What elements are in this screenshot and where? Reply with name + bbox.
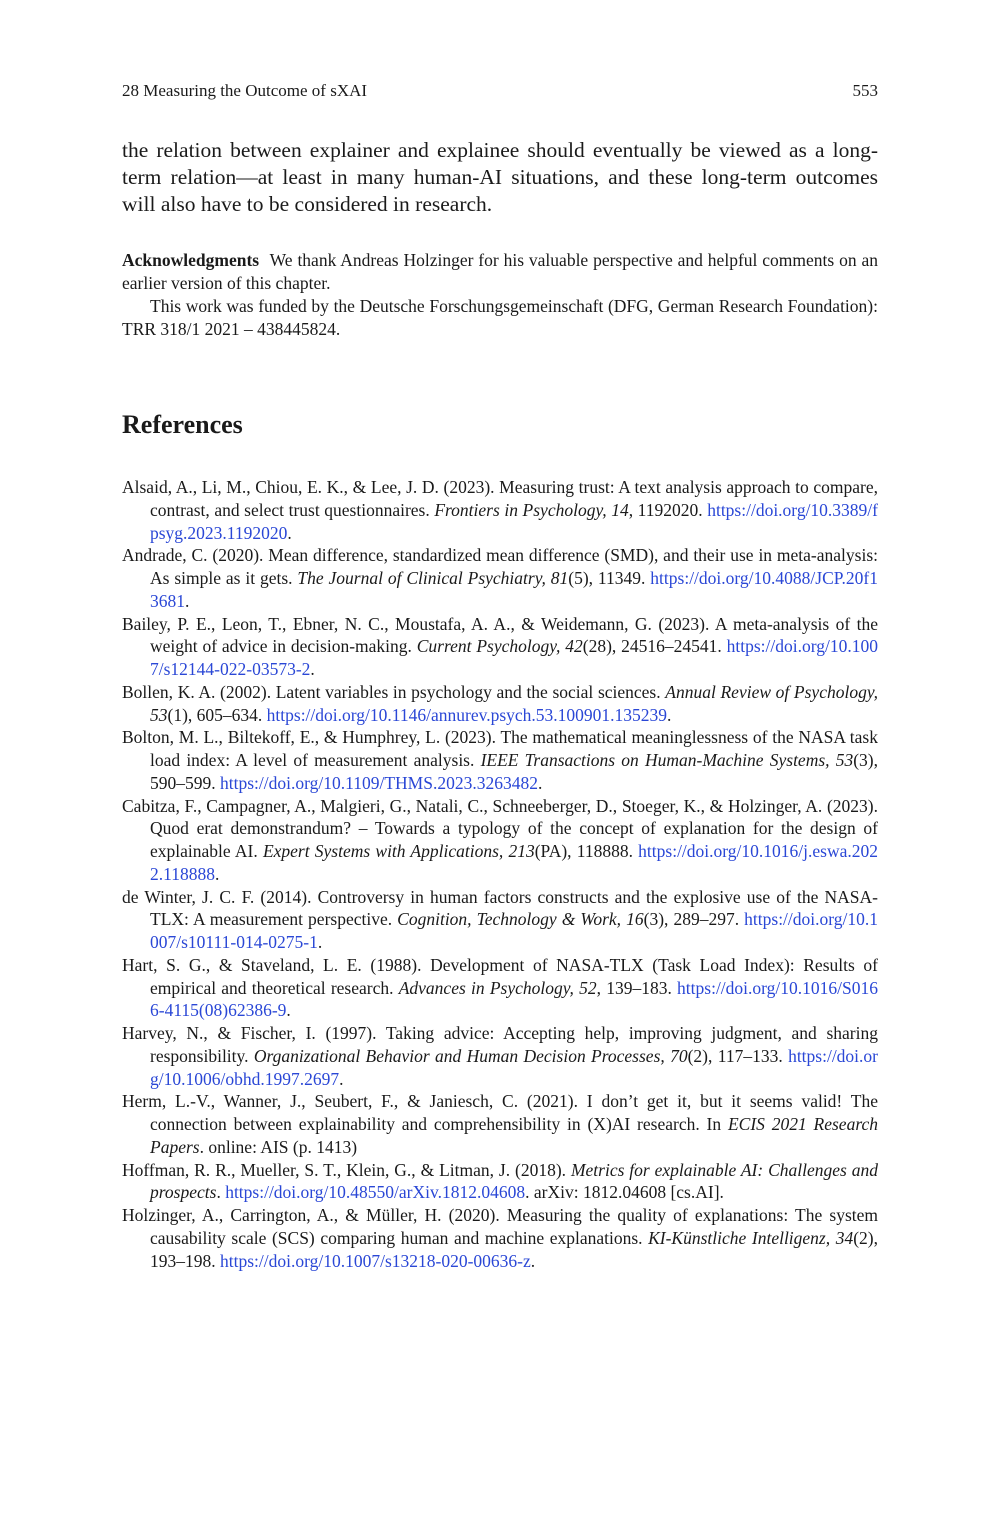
reference-journal: Organizational Behavior and Human Decision Processes, 70 bbox=[253, 1045, 688, 1066]
reference-tail: . bbox=[537, 772, 543, 793]
reference-entry bbox=[122, 1090, 878, 1158]
references-heading: References bbox=[122, 410, 243, 439]
acknowledgments-text: We thank Andreas Holzinger for his valuable perspective and helpful comments on an earlier version of this chapter. bbox=[122, 250, 878, 293]
reference-details: (3), 289–297. bbox=[643, 909, 745, 930]
reference-details: (5), 11349. bbox=[568, 568, 651, 588]
reference-journal: Advances in Psychology, 52 bbox=[398, 977, 597, 998]
reference-doi-link[interactable]: https://doi.org/10.48550/arXiv.1812.04608 bbox=[225, 1182, 526, 1203]
reference-details: (3), 590–599. bbox=[150, 750, 878, 793]
references-list bbox=[122, 476, 878, 1272]
reference-doi-link[interactable]: https://doi.org/10.1006/obhd.1997.2697 bbox=[150, 1045, 878, 1089]
reference-details: , 1192020. bbox=[628, 499, 708, 520]
reference-tail: . arXiv: 1812.04608 [cs.AI]. bbox=[525, 1182, 724, 1203]
reference-entry bbox=[122, 886, 878, 954]
page-number: 553 bbox=[852, 81, 878, 100]
reference-journal: Metrics for explainable AI: Challenges and prospects bbox=[150, 1159, 878, 1203]
reference-doi-link[interactable]: https://doi.org/10.1016/j.eswa.2022.118888 bbox=[150, 841, 878, 884]
body-paragraph: the relation between explainer and explainee should eventually be viewed as a long-term relation—at least in many human-AI situations, and these long-term outcomes will also have to be considered in research. bbox=[122, 138, 878, 216]
reference-entry bbox=[122, 954, 878, 1022]
reference-doi-link[interactable]: https://doi.org/10.1146/annurev.psych.53.100901.135239 bbox=[266, 704, 668, 725]
reference-entry bbox=[122, 613, 878, 681]
reference-entry bbox=[122, 476, 878, 544]
reference-entry bbox=[122, 795, 878, 886]
reference-text: Harvey, N., & Fischer, I. (1997). Taking advice: Accepting help, improving judgment, and sharing responsibility. bbox=[122, 1023, 878, 1066]
reference-doi-link[interactable]: https://doi.org/10.3389/fpsyg.2023.1192020 bbox=[150, 499, 878, 543]
reference-text: Hoffman, R. R., Mueller, S. T., Klein, G., & Litman, J. (2018). bbox=[122, 1159, 571, 1180]
reference-text: de Winter, J. C. F. (2014). Controversy in human factors constructs and the explosive use of the NASA-TLX: A measurement perspective. bbox=[122, 886, 878, 930]
reference-tail: . bbox=[287, 522, 292, 543]
reference-tail: . bbox=[339, 1068, 344, 1089]
reference-journal: Frontiers in Psychology, 14 bbox=[434, 499, 629, 520]
reference-details: (28), 24516–24541. bbox=[582, 636, 727, 657]
reference-journal: Cognition, Technology & Work, 16 bbox=[397, 909, 644, 930]
reference-tail: . bbox=[667, 704, 672, 725]
reference-entry bbox=[122, 1022, 878, 1090]
reference-doi-link[interactable]: https://doi.org/10.1109/THMS.2023.3263482 bbox=[220, 772, 538, 793]
reference-entry bbox=[122, 681, 878, 727]
reference-details: . bbox=[216, 1182, 226, 1203]
acknowledgments-section bbox=[122, 249, 878, 341]
reference-journal: The Journal of Clinical Psychiatry, 81 bbox=[297, 568, 569, 588]
reference-tail: . bbox=[185, 590, 190, 611]
reference-doi-link[interactable]: https://doi.org/10.4088/JCP.20f13681 bbox=[150, 568, 878, 611]
reference-entry bbox=[122, 1204, 878, 1272]
reference-doi-link[interactable]: https://doi.org/10.1016/S0166-4115(08)62386-9 bbox=[150, 977, 878, 1021]
reference-tail: . bbox=[214, 863, 220, 884]
reference-doi-link[interactable]: https://doi.org/10.1007/s12144-022-03573-2 bbox=[150, 636, 878, 679]
reference-text: Cabitza, F., Campagner, A., Malgieri, G., Natali, C., Schneeberger, D., Stoeger, K., & Holzinger, A. (2023). Quod erat demonstrandum? – Towards a typology of the concept of explanation for the design of explainable AI. bbox=[122, 795, 878, 861]
reference-journal: Current Psychology, 42 bbox=[416, 636, 583, 657]
running-header bbox=[122, 80, 878, 102]
reference-details: (2), 193–198. bbox=[150, 1227, 878, 1271]
reference-details: , 139–183. bbox=[596, 977, 678, 998]
reference-entry bbox=[122, 1159, 878, 1205]
reference-tail: . bbox=[286, 1000, 291, 1021]
reference-journal: ECIS 2021 Research Papers bbox=[150, 1114, 879, 1157]
reference-entry bbox=[122, 544, 878, 612]
reference-text: Alsaid, A., Li, M., Chiou, E. K., & Lee, J. D. (2023). Measuring trust: A text analysis approach to compare, contrast, and select trust questionnaires. bbox=[122, 477, 878, 520]
reference-journal: Expert Systems with Applications, 213 bbox=[262, 841, 535, 861]
reference-details: (2), 117–133. bbox=[687, 1045, 789, 1066]
reference-journal: IEEE Transactions on Human-Machine Systems, 53 bbox=[480, 750, 854, 770]
reference-text: Bolton, M. L., Biltekoff, E., & Humphrey, L. (2023). The mathematical meaninglessness of the NASA task load index: A level of measurement analysis. bbox=[122, 727, 878, 770]
acknowledgments-paragraph bbox=[122, 249, 878, 295]
reference-doi-link[interactable]: https://doi.org/10.1007/s13218-020-00636-z bbox=[220, 1250, 531, 1271]
reference-details: (1), 605–634. bbox=[167, 704, 267, 725]
reference-details: (PA), 118888. bbox=[534, 841, 639, 861]
reference-journal: KI-Künstliche Intelligenz, 34 bbox=[648, 1227, 854, 1248]
reference-tail: . bbox=[310, 659, 315, 679]
reference-text: Hart, S. G., & Staveland, L. E. (1988). Development of NASA-TLX (Task Load Index): Results of empirical and theoretical research. bbox=[122, 954, 878, 998]
funding-statement: This work was funded by the Deutsche Forschungsgemeinschaft (DFG, German Research Foundation): TRR 318/1 2021 – 438445824. bbox=[122, 296, 878, 339]
reference-details: . online: AIS (p. 1413) bbox=[199, 1136, 358, 1157]
reference-text: Bollen, K. A. (2002). Latent variables in psychology and the social sciences. bbox=[122, 681, 666, 702]
chapter-title: 28 Measuring the Outcome of sXAI bbox=[122, 81, 368, 100]
acknowledgments-heading: Acknowledgments bbox=[122, 250, 260, 270]
reference-text: Herm, L.-V., Wanner, J., Seubert, F., & Janiesch, C. (2021). I don’t get it, but it seems valid! The connection between explainability and comprehensibility in (X)AI research. In bbox=[122, 1091, 878, 1134]
reference-text: Andrade, C. (2020). Mean difference, standardized mean difference (SMD), and their use in meta-analysis: As simple as it gets. bbox=[122, 545, 878, 588]
reference-doi-link[interactable]: https://doi.org/10.1007/s10111-014-0275-1 bbox=[150, 909, 879, 952]
reference-text: Holzinger, A., Carrington, A., & Müller, H. (2020). Measuring the quality of explanations: The system causability scale (SCS) comparing human and machine explanations. bbox=[122, 1205, 878, 1248]
reference-journal: Annual Review of Psychology, 53 bbox=[150, 681, 879, 725]
reference-entry bbox=[122, 726, 878, 794]
reference-text: Bailey, P. E., Leon, T., Ebner, N. C., Moustafa, A. A., & Weidemann, G. (2023). A meta-analysis of the weight of advice in decision-making. bbox=[122, 613, 878, 657]
reference-tail: . bbox=[317, 932, 323, 952]
reference-tail: . bbox=[530, 1250, 536, 1271]
